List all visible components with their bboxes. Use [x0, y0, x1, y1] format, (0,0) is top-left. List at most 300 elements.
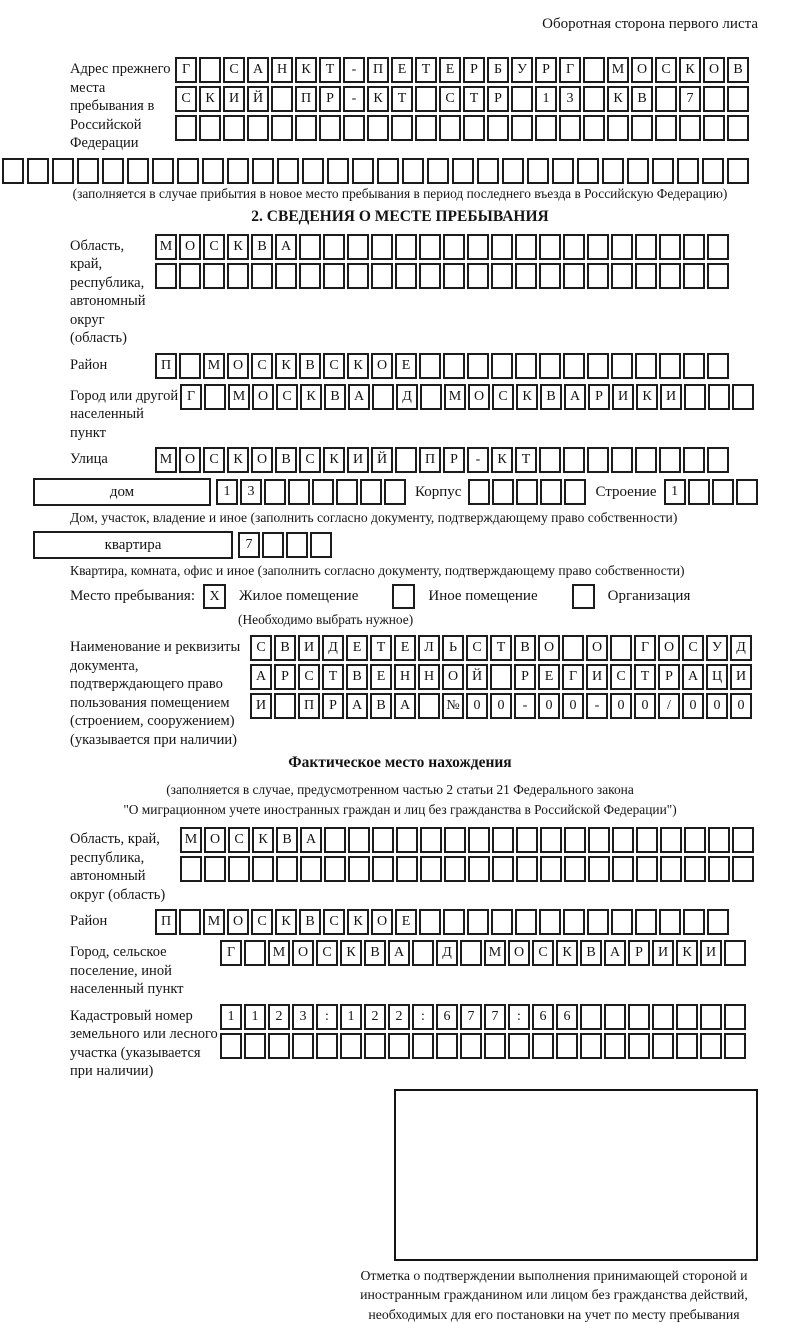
- char-box[interactable]: Г: [559, 57, 581, 83]
- char-box[interactable]: [228, 856, 250, 882]
- char-box[interactable]: В: [727, 57, 749, 83]
- char-box[interactable]: [707, 263, 729, 289]
- char-box[interactable]: [635, 353, 657, 379]
- char-box[interactable]: [683, 353, 705, 379]
- char-box[interactable]: 1: [664, 479, 686, 505]
- char-box[interactable]: [487, 115, 509, 141]
- char-box[interactable]: [477, 158, 499, 184]
- char-box[interactable]: [227, 158, 249, 184]
- char-box[interactable]: [563, 909, 585, 935]
- char-box[interactable]: [299, 263, 321, 289]
- char-box[interactable]: [683, 234, 705, 260]
- char-box[interactable]: [563, 263, 585, 289]
- char-box[interactable]: [516, 479, 538, 505]
- char-box[interactable]: [244, 940, 266, 966]
- char-box[interactable]: В: [346, 664, 368, 690]
- char-box[interactable]: Р: [463, 57, 485, 83]
- char-box[interactable]: [419, 234, 441, 260]
- char-box[interactable]: Т: [463, 86, 485, 112]
- char-box[interactable]: Р: [535, 57, 557, 83]
- char-box[interactable]: [511, 115, 533, 141]
- char-box[interactable]: [587, 234, 609, 260]
- char-box[interactable]: [492, 827, 514, 853]
- char-box[interactable]: [588, 856, 610, 882]
- char-box[interactable]: [324, 856, 346, 882]
- char-box[interactable]: [340, 1033, 362, 1059]
- char-box[interactable]: [402, 158, 424, 184]
- char-box[interactable]: [220, 1033, 242, 1059]
- char-box[interactable]: [683, 263, 705, 289]
- char-box[interactable]: [635, 263, 657, 289]
- char-box[interactable]: [286, 532, 308, 558]
- char-box[interactable]: И: [612, 384, 634, 410]
- char-box[interactable]: [223, 115, 245, 141]
- char-box[interactable]: [372, 856, 394, 882]
- char-box[interactable]: К: [323, 447, 345, 473]
- char-box[interactable]: [463, 115, 485, 141]
- char-box[interactable]: Е: [370, 664, 392, 690]
- char-box[interactable]: [204, 856, 226, 882]
- char-box[interactable]: [444, 827, 466, 853]
- char-box[interactable]: А: [604, 940, 626, 966]
- char-box[interactable]: [324, 827, 346, 853]
- char-box[interactable]: [635, 234, 657, 260]
- char-box[interactable]: [659, 234, 681, 260]
- char-box[interactable]: [712, 479, 734, 505]
- char-box[interactable]: [419, 263, 441, 289]
- char-box[interactable]: С: [316, 940, 338, 966]
- char-box[interactable]: [316, 1033, 338, 1059]
- char-box[interactable]: Е: [395, 353, 417, 379]
- char-box[interactable]: К: [199, 86, 221, 112]
- char-box[interactable]: [652, 158, 674, 184]
- char-box[interactable]: [491, 909, 513, 935]
- char-box[interactable]: М: [484, 940, 506, 966]
- char-box[interactable]: Е: [538, 664, 560, 690]
- char-box[interactable]: [427, 158, 449, 184]
- char-box[interactable]: [268, 1033, 290, 1059]
- char-box[interactable]: Р: [588, 384, 610, 410]
- char-box[interactable]: [395, 447, 417, 473]
- char-box[interactable]: [460, 1033, 482, 1059]
- char-box[interactable]: 2: [388, 1004, 410, 1030]
- char-box[interactable]: [204, 384, 226, 410]
- char-box[interactable]: В: [514, 635, 536, 661]
- char-box[interactable]: [732, 856, 754, 882]
- char-box[interactable]: М: [203, 909, 225, 935]
- char-box[interactable]: К: [556, 940, 578, 966]
- char-box[interactable]: 1: [220, 1004, 242, 1030]
- char-box[interactable]: Т: [370, 635, 392, 661]
- char-box[interactable]: [564, 827, 586, 853]
- char-box[interactable]: Т: [319, 57, 341, 83]
- char-box[interactable]: Е: [391, 57, 413, 83]
- char-box[interactable]: [395, 234, 417, 260]
- char-box[interactable]: Р: [514, 664, 536, 690]
- char-box[interactable]: [587, 353, 609, 379]
- char-box[interactable]: В: [299, 909, 321, 935]
- char-box[interactable]: М: [180, 827, 202, 853]
- char-box[interactable]: Р: [274, 664, 296, 690]
- char-box[interactable]: 0: [730, 693, 752, 719]
- char-box[interactable]: [508, 1033, 530, 1059]
- char-box[interactable]: :: [316, 1004, 338, 1030]
- char-box[interactable]: [302, 158, 324, 184]
- char-box[interactable]: И: [700, 940, 722, 966]
- char-box[interactable]: М: [607, 57, 629, 83]
- char-box[interactable]: [415, 115, 437, 141]
- char-box[interactable]: С: [276, 384, 298, 410]
- char-box[interactable]: 1: [340, 1004, 362, 1030]
- char-box[interactable]: [203, 263, 225, 289]
- char-box[interactable]: [343, 115, 365, 141]
- char-box[interactable]: К: [347, 909, 369, 935]
- char-box[interactable]: И: [730, 664, 752, 690]
- char-box[interactable]: [468, 856, 490, 882]
- char-box[interactable]: [659, 447, 681, 473]
- char-box[interactable]: [371, 263, 393, 289]
- char-box[interactable]: -: [343, 57, 365, 83]
- char-box[interactable]: [371, 234, 393, 260]
- char-box[interactable]: [276, 856, 298, 882]
- char-box[interactable]: Б: [487, 57, 509, 83]
- char-box[interactable]: А: [275, 234, 297, 260]
- char-box[interactable]: [377, 158, 399, 184]
- char-box[interactable]: [336, 479, 358, 505]
- char-box[interactable]: [515, 263, 537, 289]
- char-box[interactable]: [52, 158, 74, 184]
- char-box[interactable]: [655, 115, 677, 141]
- char-box[interactable]: [484, 1033, 506, 1059]
- char-box[interactable]: [444, 856, 466, 882]
- char-box[interactable]: [659, 353, 681, 379]
- char-box[interactable]: /: [658, 693, 680, 719]
- char-box[interactable]: О: [658, 635, 680, 661]
- char-box[interactable]: [323, 263, 345, 289]
- char-box[interactable]: [610, 635, 632, 661]
- char-box[interactable]: [552, 158, 574, 184]
- char-box[interactable]: П: [295, 86, 317, 112]
- char-box[interactable]: К: [676, 940, 698, 966]
- char-box[interactable]: К: [679, 57, 701, 83]
- char-box[interactable]: 7: [238, 532, 260, 558]
- char-box[interactable]: [396, 856, 418, 882]
- char-box[interactable]: [319, 115, 341, 141]
- char-box[interactable]: [563, 447, 585, 473]
- char-box[interactable]: К: [491, 447, 513, 473]
- char-box[interactable]: Н: [271, 57, 293, 83]
- char-box[interactable]: Г: [175, 57, 197, 83]
- char-box[interactable]: [611, 234, 633, 260]
- char-box[interactable]: С: [203, 447, 225, 473]
- char-box[interactable]: [277, 158, 299, 184]
- char-box[interactable]: Е: [439, 57, 461, 83]
- char-box[interactable]: С: [175, 86, 197, 112]
- char-box[interactable]: И: [223, 86, 245, 112]
- char-box[interactable]: А: [394, 693, 416, 719]
- char-box[interactable]: [679, 115, 701, 141]
- char-box[interactable]: [179, 909, 201, 935]
- char-box[interactable]: О: [703, 57, 725, 83]
- char-box[interactable]: [443, 353, 465, 379]
- char-box[interactable]: П: [155, 353, 177, 379]
- char-box[interactable]: С: [203, 234, 225, 260]
- char-box[interactable]: [420, 827, 442, 853]
- char-box[interactable]: Й: [466, 664, 488, 690]
- char-box[interactable]: К: [516, 384, 538, 410]
- char-box[interactable]: С: [492, 384, 514, 410]
- char-box[interactable]: [627, 158, 649, 184]
- char-box[interactable]: А: [247, 57, 269, 83]
- char-box[interactable]: [540, 827, 562, 853]
- char-box[interactable]: [419, 353, 441, 379]
- char-box[interactable]: А: [346, 693, 368, 719]
- char-box[interactable]: И: [347, 447, 369, 473]
- char-box[interactable]: А: [250, 664, 272, 690]
- char-box[interactable]: М: [228, 384, 250, 410]
- char-box[interactable]: Р: [658, 664, 680, 690]
- char-box[interactable]: У: [511, 57, 533, 83]
- char-box[interactable]: Г: [220, 940, 242, 966]
- char-box[interactable]: [583, 115, 605, 141]
- char-box[interactable]: [419, 909, 441, 935]
- char-box[interactable]: 6: [436, 1004, 458, 1030]
- char-box[interactable]: [727, 158, 749, 184]
- char-box[interactable]: [327, 158, 349, 184]
- char-box[interactable]: [684, 827, 706, 853]
- char-box[interactable]: К: [295, 57, 317, 83]
- char-box[interactable]: [310, 532, 332, 558]
- char-box[interactable]: И: [586, 664, 608, 690]
- char-box[interactable]: [724, 1033, 746, 1059]
- char-box[interactable]: [611, 447, 633, 473]
- char-box[interactable]: Е: [346, 635, 368, 661]
- char-box[interactable]: [295, 115, 317, 141]
- char-box[interactable]: Е: [394, 635, 416, 661]
- char-box[interactable]: К: [275, 909, 297, 935]
- char-box[interactable]: [179, 263, 201, 289]
- char-box[interactable]: С: [251, 909, 273, 935]
- char-box[interactable]: 1: [535, 86, 557, 112]
- char-box[interactable]: [577, 158, 599, 184]
- char-box[interactable]: К: [300, 384, 322, 410]
- char-box[interactable]: Г: [180, 384, 202, 410]
- char-box[interactable]: Н: [394, 664, 416, 690]
- char-box[interactable]: Д: [730, 635, 752, 661]
- char-box[interactable]: [175, 115, 197, 141]
- char-box[interactable]: [347, 234, 369, 260]
- char-box[interactable]: [180, 856, 202, 882]
- char-box[interactable]: [707, 909, 729, 935]
- char-box[interactable]: [612, 856, 634, 882]
- char-box[interactable]: [199, 57, 221, 83]
- char-box[interactable]: [708, 827, 730, 853]
- char-box[interactable]: [702, 158, 724, 184]
- char-box[interactable]: В: [276, 827, 298, 853]
- char-box[interactable]: К: [367, 86, 389, 112]
- char-box[interactable]: В: [324, 384, 346, 410]
- char-box[interactable]: [252, 158, 274, 184]
- char-box[interactable]: [631, 115, 653, 141]
- char-box[interactable]: [468, 479, 490, 505]
- char-box[interactable]: [539, 234, 561, 260]
- char-box[interactable]: О: [204, 827, 226, 853]
- char-box[interactable]: [727, 86, 749, 112]
- char-box[interactable]: [703, 115, 725, 141]
- char-box[interactable]: [611, 263, 633, 289]
- char-box[interactable]: [420, 856, 442, 882]
- char-box[interactable]: Т: [391, 86, 413, 112]
- char-box[interactable]: [732, 827, 754, 853]
- char-box[interactable]: [559, 115, 581, 141]
- char-box[interactable]: В: [299, 353, 321, 379]
- char-box[interactable]: [271, 115, 293, 141]
- char-box[interactable]: [436, 1033, 458, 1059]
- char-box[interactable]: [516, 827, 538, 853]
- char-box[interactable]: О: [468, 384, 490, 410]
- char-box[interactable]: [275, 263, 297, 289]
- char-box[interactable]: 3: [240, 479, 262, 505]
- char-box[interactable]: К: [636, 384, 658, 410]
- char-box[interactable]: [412, 1033, 434, 1059]
- char-box[interactable]: [660, 856, 682, 882]
- char-box[interactable]: [384, 479, 406, 505]
- char-box[interactable]: П: [155, 909, 177, 935]
- char-box[interactable]: [271, 86, 293, 112]
- char-box[interactable]: Ц: [706, 664, 728, 690]
- char-box[interactable]: [540, 856, 562, 882]
- char-box[interactable]: С: [250, 635, 272, 661]
- char-box[interactable]: [604, 1004, 626, 1030]
- char-box[interactable]: 0: [706, 693, 728, 719]
- char-box[interactable]: [252, 856, 274, 882]
- char-box[interactable]: [602, 158, 624, 184]
- char-box[interactable]: Р: [487, 86, 509, 112]
- char-box[interactable]: Й: [247, 86, 269, 112]
- char-box[interactable]: [676, 1033, 698, 1059]
- char-box[interactable]: [372, 384, 394, 410]
- char-box[interactable]: О: [252, 384, 274, 410]
- char-box[interactable]: [563, 234, 585, 260]
- char-box[interactable]: [420, 384, 442, 410]
- char-box[interactable]: [636, 827, 658, 853]
- char-box[interactable]: [636, 856, 658, 882]
- char-box[interactable]: 0: [682, 693, 704, 719]
- char-box[interactable]: [588, 827, 610, 853]
- char-box[interactable]: [262, 532, 284, 558]
- char-box[interactable]: [102, 158, 124, 184]
- char-box[interactable]: [251, 263, 273, 289]
- char-box[interactable]: Ь: [442, 635, 464, 661]
- char-box[interactable]: [155, 263, 177, 289]
- char-box[interactable]: [360, 479, 382, 505]
- char-box[interactable]: [580, 1004, 602, 1030]
- char-box[interactable]: [707, 447, 729, 473]
- char-box[interactable]: 7: [460, 1004, 482, 1030]
- char-box[interactable]: -: [514, 693, 536, 719]
- char-box[interactable]: С: [251, 353, 273, 379]
- char-box[interactable]: М: [155, 234, 177, 260]
- char-box[interactable]: М: [268, 940, 290, 966]
- char-box[interactable]: С: [655, 57, 677, 83]
- char-box[interactable]: В: [631, 86, 653, 112]
- char-box[interactable]: [684, 856, 706, 882]
- char-box[interactable]: Г: [634, 635, 656, 661]
- char-box[interactable]: [288, 479, 310, 505]
- char-box[interactable]: [539, 447, 561, 473]
- char-box[interactable]: [264, 479, 286, 505]
- char-box[interactable]: [539, 909, 561, 935]
- char-box[interactable]: [274, 693, 296, 719]
- char-box[interactable]: В: [251, 234, 273, 260]
- char-box[interactable]: [347, 263, 369, 289]
- char-box[interactable]: И: [250, 693, 272, 719]
- char-box[interactable]: [655, 86, 677, 112]
- char-box[interactable]: [418, 693, 440, 719]
- char-box[interactable]: О: [631, 57, 653, 83]
- char-box[interactable]: С: [323, 353, 345, 379]
- char-box[interactable]: М: [444, 384, 466, 410]
- char-box[interactable]: [660, 827, 682, 853]
- char-box[interactable]: [563, 353, 585, 379]
- char-box[interactable]: [587, 909, 609, 935]
- char-box[interactable]: 0: [562, 693, 584, 719]
- char-box[interactable]: [611, 909, 633, 935]
- char-box[interactable]: [683, 909, 705, 935]
- char-box[interactable]: [683, 447, 705, 473]
- char-box[interactable]: К: [227, 234, 249, 260]
- char-box[interactable]: С: [323, 909, 345, 935]
- char-box[interactable]: [395, 263, 417, 289]
- char-box[interactable]: М: [203, 353, 225, 379]
- char-box[interactable]: О: [251, 447, 273, 473]
- char-box[interactable]: К: [227, 447, 249, 473]
- char-box[interactable]: Р: [322, 693, 344, 719]
- char-box[interactable]: [491, 234, 513, 260]
- char-box[interactable]: 2: [268, 1004, 290, 1030]
- char-box[interactable]: О: [371, 353, 393, 379]
- char-box[interactable]: И: [660, 384, 682, 410]
- char-box[interactable]: [388, 1033, 410, 1059]
- char-box[interactable]: 6: [532, 1004, 554, 1030]
- char-box[interactable]: А: [300, 827, 322, 853]
- char-box[interactable]: -: [467, 447, 489, 473]
- char-box[interactable]: [491, 263, 513, 289]
- char-box[interactable]: [676, 1004, 698, 1030]
- char-box[interactable]: 3: [559, 86, 581, 112]
- char-box[interactable]: [635, 909, 657, 935]
- char-box[interactable]: Т: [490, 635, 512, 661]
- char-box[interactable]: [635, 447, 657, 473]
- char-box[interactable]: [607, 115, 629, 141]
- char-box[interactable]: [583, 86, 605, 112]
- char-box[interactable]: [732, 384, 754, 410]
- char-box[interactable]: Р: [443, 447, 465, 473]
- char-box[interactable]: [396, 827, 418, 853]
- char-box[interactable]: О: [586, 635, 608, 661]
- char-box[interactable]: [199, 115, 221, 141]
- char-box[interactable]: С: [228, 827, 250, 853]
- char-box[interactable]: [227, 263, 249, 289]
- char-box[interactable]: [515, 909, 537, 935]
- char-box[interactable]: :: [412, 1004, 434, 1030]
- char-box[interactable]: И: [652, 940, 674, 966]
- char-box[interactable]: Д: [436, 940, 458, 966]
- char-box[interactable]: К: [607, 86, 629, 112]
- char-box[interactable]: В: [580, 940, 602, 966]
- char-box[interactable]: С: [299, 447, 321, 473]
- char-box[interactable]: Т: [415, 57, 437, 83]
